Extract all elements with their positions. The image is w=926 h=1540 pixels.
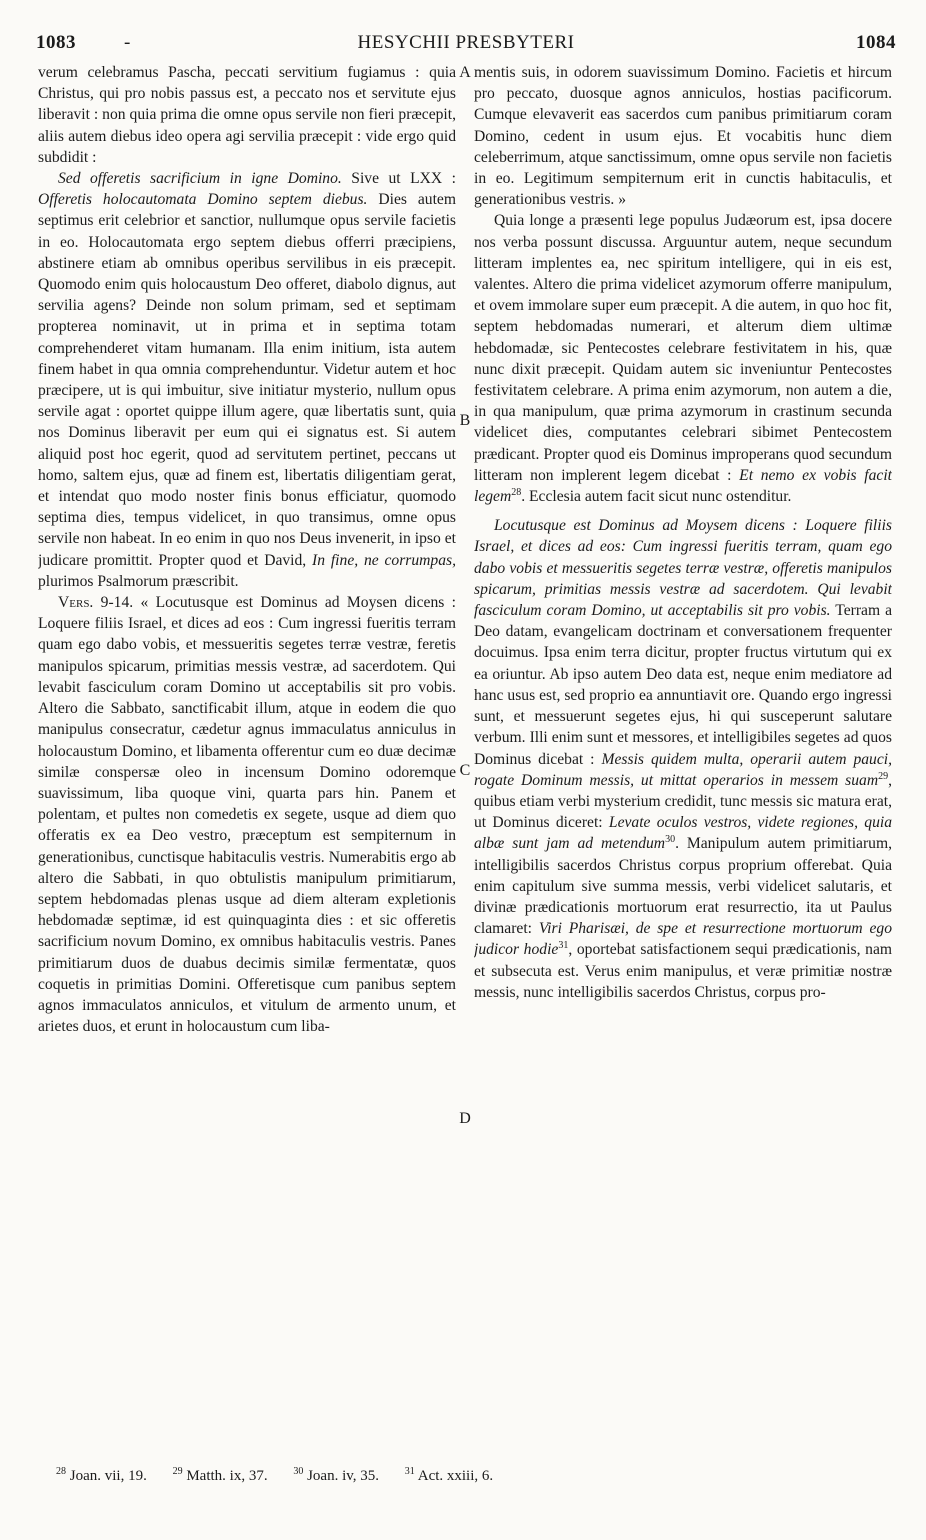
footnote-ref-31: 31: [558, 940, 569, 952]
margin-marker-c: C: [459, 762, 471, 779]
footnote: $^{31}$ Act. xxiii, 6.: [404, 1466, 494, 1484]
footnote-ref-28: 28: [511, 486, 522, 498]
right-paragraph-1: mentis suis, in odorem suavissimum Domino. Facietis et hircum pro peccato, duosque agnos anniculos, hostias pacificorum. Cumque elevaverit eas sacerdos cum panibus primitiarum coram Domino, cedent in usum ejus. Et vocabitis hunc diem celeberrimum, atque sanctissimum, omne opus servile non facietis in eo. Legitimum sempiternum erit in cunctis habitaculis, et generationibus vestris. »: [474, 64, 892, 209]
left-paragraph-1: verum celebramus Pascha, peccati servitium fugiamus : quia Christus, qui pro nobis passus est, a peccato nos et servitute ejus liberavit : non quia prima die omne opus servile non fieri præcepit, aliis autem diebus ideo opera agi servilia præcepit : vide ergo quid subdidit :: [38, 64, 456, 166]
footnote: $^{28}$ Joan. vii, 19.: [56, 1466, 147, 1484]
footnote: $^{30}$ Joan. iv, 35.: [293, 1466, 380, 1484]
left-paragraph-3: Vers. 9-14. « Locutusque est Dominus ad Moysen dicens : Loquere filiis Israel, et dices ad eos : Cum ingressi fueritis terram quam ego dabo vobis, et messueritis segetes terræ vestræ, feretis manipulos spicarum, primitias messis vestræ, ad sacerdotem. Qui levabit fasciculum coram Domino ut acceptabilis sit pro vobis. Altero die Sabbato, sanctificabit illum, atque in eodem die quo manipulus consecratur, cædetur agnus immaculatus anniculus in holocaustum Domino, et libamenta offerentur cum eo duæ decimæ similæ conspersæ oleo in incensum Domino odoremque suavissimum, liba quoque vini, quarta pars hin. Panem et polentam, et pultes non comedetis ex segete, usque ad diem quo offeratis ex ea Deo vestro, præceptum est sempiternum in generationibus, cunctisque habitaculis vestris. Numerabitis ergo ab altero die Sabbati, in quo obtulistis manipulum primitiarum, septem hebdomadas plenas usque ad diem alteram expletionis hebdomadæ septimæ, id est quinquaginta dies : et sic offeretis sacrificium novum Domino, ex omnibus habitaculis vestris. Panes primitiarum duos de duabus decimis similæ fermentatæ, quos coquetis in primitias Domini. Offeretisque cum panibus septem agnos immaculatos anniculos, et vitulum de armento unum, et arietes duos, et erunt in holocaustum cum liba-: [38, 594, 456, 1036]
left-paragraph-2: Sed offeretis sacrificium in igne Domino. Sive ut LXX : Offeretis holocautomata Domino septem diebus. Dies autem septimus erit celebrior et sanctior, nullumque opus servile facietis in eo. Holocautomata ergo septem diebus offerri præcipiens, abstinere etiam ab omnibus operibus servilibus in eis præcepit. Quomodo enim quis holocaustum Deo offeret, diabolo dignus, aut servilia agens? Deinde non solum primam, sed et septimam propterea nominavit, ut in prima et in septima totam comprehenderet vitam humanam. Illa enim initium, ista autem finem habet in qua omnia comprehenduntur. Videtur autem et hoc præcipere, ut is qui imbuitur, sive initiatur mysterio, nullum opus servile agat : oportet quippe illum agere, quæ libertatis sunt, quia nos Dominus liberavit per eum qui ei signatus est. Si autem aliquid post hoc egerit, quod ad servitutem pertinet, peccans ut homo, saltem ejus, quæ ad finem est, libertatis diligentiam gerat, et intendat quo modo noster finis bonus efficiatur, quomodo septima dies, tempus videlicet, in quo transimus, omne opus servile non habeat. In eo enim in quo nos Deus invenerit, in ipso et judicare promittit. Propter quod et David, In fine, ne corrumpas, plurimos Psalmorum præscribit.: [38, 170, 456, 590]
footnotes: [56, 1468, 896, 1492]
margin-marker-b: B: [459, 412, 471, 429]
footnote-ref-29: 29: [878, 770, 889, 782]
margin-marker-a: A: [459, 64, 471, 81]
right-paragraph-2: Quia longe a præsenti lege populus Judæorum est, ipsa docere nos verba possunt discussa. Arguuntur autem, neque secundum litteram implentes ea, nec spiritum intelligere, qui in eis est, valentes. Altero die prima videlicet azymorum offerre manipulum, et ovem immolare super eum præcepit. A die autem, in quo hoc fit, septem hebdomadas numerari, et alterum diem ultimæ hebdomadæ, sic Pentecostes celebrare festivitatem in his, quæ nunc dixit præcepit. Quidam autem sic inveniuntur Pentecostes festivitatem celebrare. A prima enim azymorum, non autem a die, in qua manipulum, quæ prima azymorum in crastinum secunda videlicet dies, computantes celebrari sibimet Pentecostem prædicant. Propter quod eis Dominus improperans quod secundum litteram non implerent legem dicebat : Et nemo ex vobis facit legem$^{28}$. Ecclesia autem facit sicut nunc ostenditur.: [474, 212, 892, 506]
left-column: [38, 62, 456, 1440]
page-number-left: 1083: [36, 32, 76, 53]
margin-marker-d: D: [459, 1110, 471, 1127]
running-title: HESYCHII PRESBYTERI: [357, 32, 575, 53]
footnote: $^{29}$ Matth. ix, 37.: [172, 1466, 268, 1484]
right-column: [474, 62, 892, 1440]
right-paragraph-3: Locutusque est Dominus ad Moysem dicens : Loquere filiis Israel, et dices ad eos: Cum ingressi fueritis terram, quam ego dabo vobis et messueritis segetes terræ vestræ, offeretis manipulos spicarum, primitias messis vestræ ad sacerdotem. Qui levabit fasciculum coram Domino, ut acceptabilis sit pro vobis. Terram a Deo datam, evangelicam doctrinam et conversationem frequenter docuimus. Ipsa enim terra dicitur, propter fructus virtutum qui ex ea oriuntur. Ab ipso autem Deo data est, neque enim mediatore ad hanc usus est, sed proprio ea annuntiavit ore. Quando ergo ingressi sunt, et messuerunt segetes ejus, hi qui susceperunt salutare verbum. Illi enim sunt et messores, et intelligibiles segetes ad quos Dominus dicebat : Messis quidem multa, operarii autem pauci, rogate Dominum messis, ut mittat operarios in messem suam$^{29}$, quibus etiam verbi mysterium credidit, tunc messis sic matura erat, ut Dominus diceret: Levate oculos vestros, videte regiones, quia albæ sunt jam ad metendum$^{30}$. Manipulum autem primitiarum, intelligibilis sacerdos Christus corpus proprium offerebat. Quia enim capitulum sive summa messis, verbi videlicet salutaris, et divinæ prædicationis mortuorum erat resurrectio, ita ut Paulus clamaret: Viri Pharisæi, de spe et resurrectione mortuorum ego judicor hodie$^{31}$, oportebat satisfactionem sequi prædicationis, nam et subsecuta est. Verus enim manipulus, et veræ primitiæ nostræ messis, nunc intelligibilis sacerdos Christus, corpus pro-: [474, 517, 892, 1001]
page-number-right: 1084: [856, 32, 896, 53]
page-header: [36, 32, 896, 56]
footnote-ref-30: 30: [665, 834, 676, 846]
header-dash: -: [124, 32, 131, 53]
